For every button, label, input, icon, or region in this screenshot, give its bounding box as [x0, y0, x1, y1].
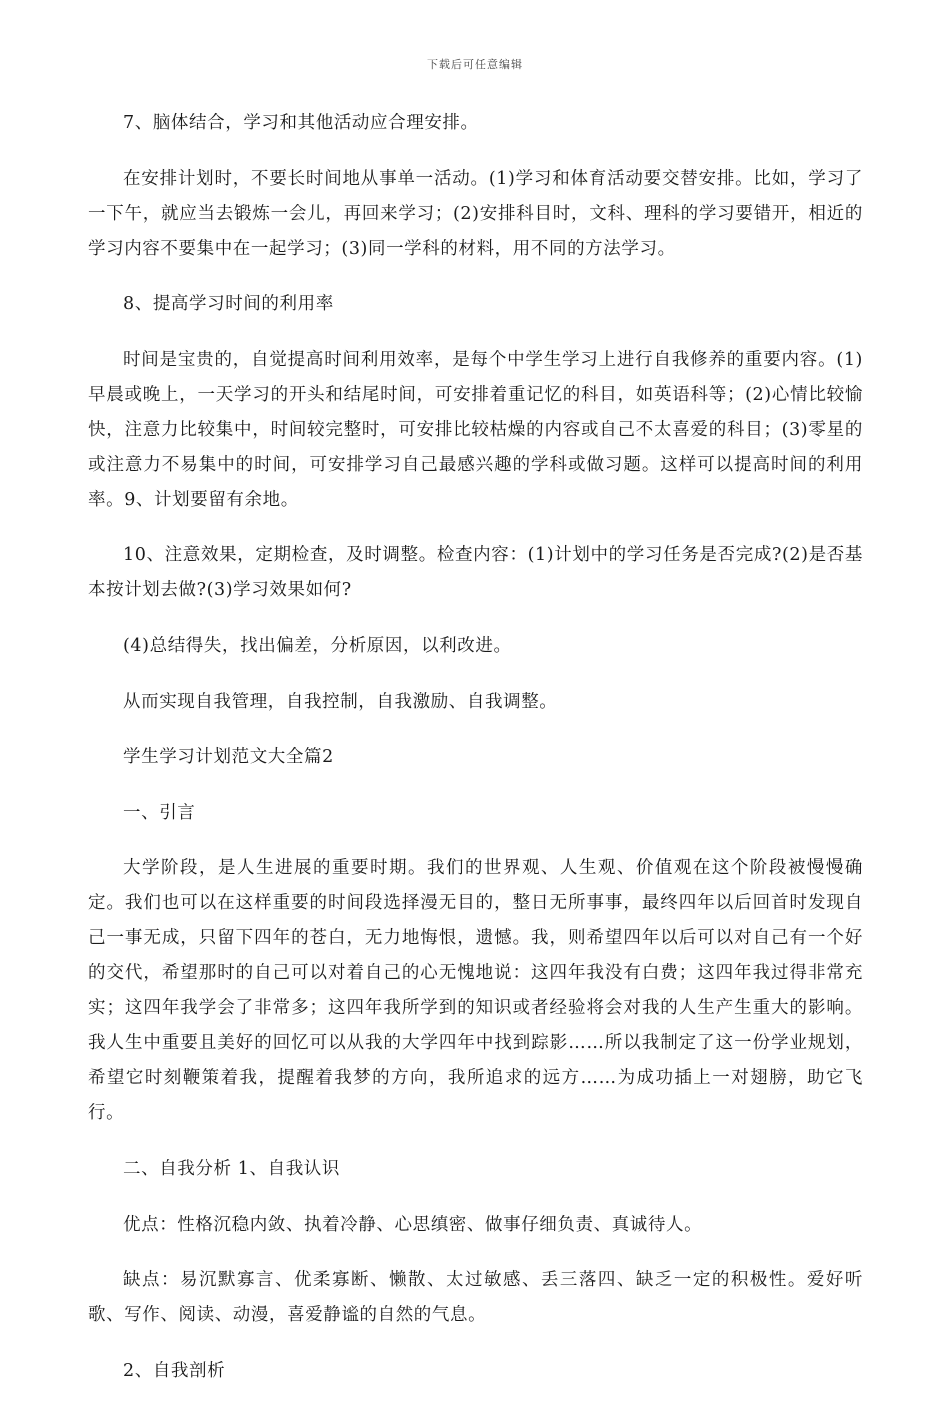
paragraph-check-effects: 10、注意效果，定期检查，及时调整。检查内容：(1)计划中的学习任务是否完成?(2)是否基本按计划去做?(3)学习效果如何? [88, 545, 863, 601]
page-header: 下载后可任意编辑 [427, 58, 523, 71]
paragraph-intro: 大学阶段，是人生进展的重要时期。我们的世界观、人生观、价值观在这个阶段被慢慢确定。我们也可以在这样重要的时间段选择漫无目的，整日无所事事，最终四年以后回首时发现自己一事无成，只留下四年的苍白，无力地悔恨，遗憾。我，则希望四年以后可以对自己有一个好的交代，希望那时的自己可以对着自己的心无愧地说：这四年我没有白费；这四年我过得非常充实；这四年我学会了非常多；这四年我所学到的知识或者经验将会对我的人生产生重大的影响。我人生中重要且美好的回忆可以从我的大学四年中找到踪影……所以我制定了这一份学业规划，希望它时刻鞭策着我，提醒着我梦的方向，我所追求的远方……为成功插上一对翅膀，助它飞行。 [88, 858, 863, 1124]
document-body [88, 106, 863, 1409]
paragraph-self-management: 从而实现自我管理，自我控制，自我激励、自我调整。 [123, 691, 558, 712]
paragraph-summary: (4)总结得失，找出偏差，分析原因，以利改进。 [123, 635, 512, 656]
section-heading-intro: 一、引言 [123, 802, 196, 823]
section-heading-self-dissection: 2、自我剖析 [123, 1360, 226, 1381]
paragraph-strengths: 优点：性格沉稳内敛、执着冷静、心思缜密、做事仔细负责、真诚待人。 [123, 1214, 703, 1235]
article-title-2: 学生学习计划范文大全篇2 [123, 747, 334, 768]
paragraph-time-usage: 时间是宝贵的，自觉提高时间利用效率，是每个中学生学习上进行自我修养的重要内容。(1)早晨或晚上，一天学习的开头和结尾时间，可安排着重记忆的科目，如英语科等；(2)心情比较愉快，注意力比较集中，时间较完整时，可安排比较枯燥的内容或自己不太喜爱的科目；(3)零星的或注意力不易集中的时间，可安排学习自己最感兴趣的学科或做习题。这样可以提高时间的利用率。9、计划要留有余地。 [88, 349, 863, 510]
section-heading-8: 8、提高学习时间的利用率 [123, 294, 334, 315]
section-heading-self-analysis: 二、自我分析 1、自我认识 [123, 1158, 340, 1179]
section-heading-7: 7、脑体结合，学习和其他活动应合理安排。 [123, 113, 479, 133]
paragraph-schedule: 在安排计划时，不要长时间地从事单一活动。(1)学习和体育活动要交替安排。比如，学习了一下午，就应当去锻炼一会儿，再回来学习；(2)安排科目时，文科、理科的学习要错开，相近的学习内容不要集中在一起学习；(3)同一学科的材料，用不同的方法学习。 [88, 168, 863, 259]
paragraph-weaknesses: 缺点：易沉默寡言、优柔寡断、懒散、太过敏感、丢三落四、缺乏一定的积极性。爱好听歌、写作、阅读、动漫，喜爱静谧的自然的气息。 [88, 1270, 863, 1326]
